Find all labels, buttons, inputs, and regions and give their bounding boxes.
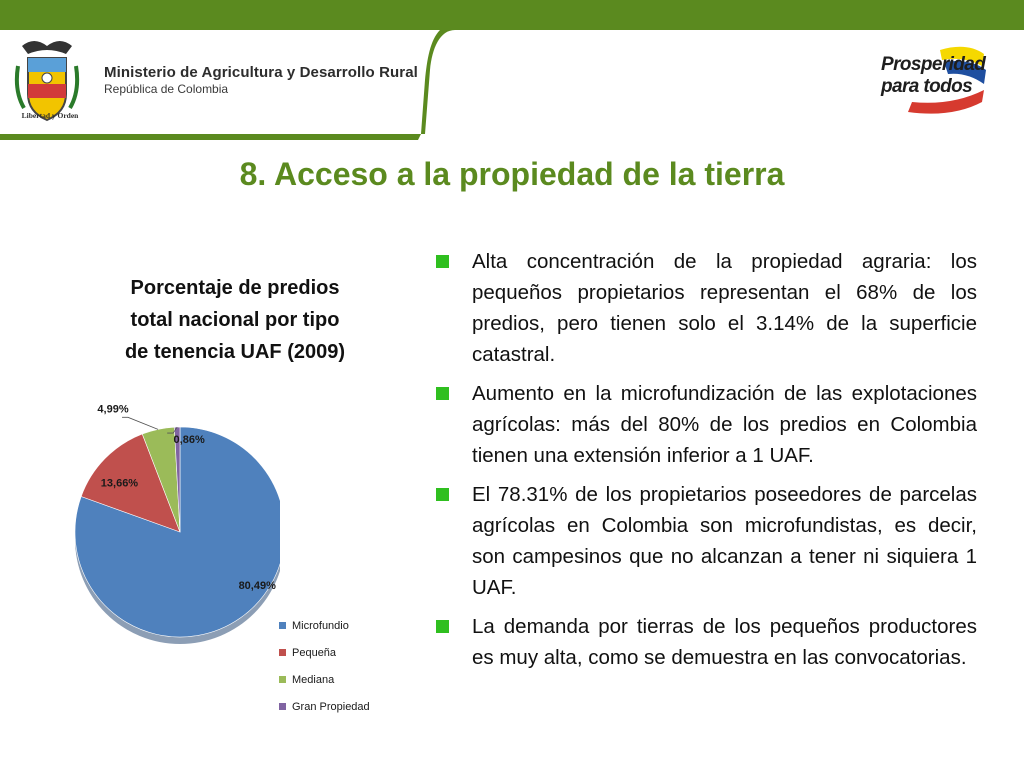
bullet-square-icon bbox=[436, 387, 449, 400]
bullet-list bbox=[436, 246, 977, 681]
data-label-leader-line bbox=[122, 417, 158, 429]
slide-title: 8. Acceso a la propiedad de la tierra bbox=[239, 156, 785, 192]
bullet-item bbox=[436, 611, 977, 673]
legend-item-microfundio bbox=[279, 612, 370, 639]
legend-swatch bbox=[279, 622, 286, 629]
chart-legend bbox=[279, 612, 370, 720]
bullet-square-icon bbox=[436, 488, 449, 501]
legend-label: Mediana bbox=[292, 673, 335, 686]
chart-title-line-1: Porcentaje de predios bbox=[130, 277, 340, 299]
bullet-text: La demanda por tierras de los pequeños productores es muy alta, como se demuestra en las convocatorias. bbox=[472, 615, 977, 669]
bullet-item bbox=[436, 378, 977, 471]
bullet-item bbox=[436, 246, 977, 370]
legend-swatch bbox=[279, 676, 286, 683]
ministry-subtitle: República de Colombia bbox=[104, 82, 229, 96]
chart-title-line-3: de tenencia UAF (2009) bbox=[124, 341, 346, 363]
legend-item-pequena bbox=[279, 639, 370, 666]
legend-item-mediana bbox=[279, 666, 370, 693]
bullet-text: Aumento en la microfundización de las explotaciones agrícolas: más del 80% de los predios en Colombia tienen una extensión inferior a 1 UAF. bbox=[472, 382, 977, 467]
legend-swatch bbox=[279, 649, 286, 656]
logo-line1: Prosperidad bbox=[881, 54, 986, 75]
legend-label: Gran Propiedad bbox=[292, 700, 370, 713]
bullet-item bbox=[436, 479, 977, 603]
motto: Libertad y Orden bbox=[21, 111, 79, 120]
bullet-text: El 78.31% de los propietarios poseedores de parcelas agrícolas en Colombia son microfundistas, es decir, son campesinos que no alcanzan a tener ni siquiera 1 UAF. bbox=[472, 483, 977, 599]
legend-swatch bbox=[279, 703, 286, 710]
chart-title bbox=[100, 272, 370, 368]
data-label-gran-propiedad: 0,86% bbox=[173, 434, 205, 447]
ministry-block bbox=[104, 64, 418, 96]
prosperidad-logo bbox=[872, 40, 992, 120]
logo-line2: para todos bbox=[881, 76, 973, 97]
bullet-square-icon bbox=[436, 620, 449, 633]
legend-label: Pequeña bbox=[292, 646, 337, 659]
legend-item-gran-propiedad bbox=[279, 693, 370, 720]
pie-chart bbox=[60, 380, 280, 650]
bullet-text: Alta concentración de la propiedad agraria: los pequeños propietarios representan el 68% de los predios, pero tienen solo el 3.14% de la superficie catastral. bbox=[472, 250, 977, 366]
bullet-square-icon bbox=[436, 255, 449, 268]
ministry-title: Ministerio de Agricultura y Desarrollo Rural bbox=[104, 64, 418, 81]
data-label-mediana: 4,99% bbox=[97, 403, 129, 416]
header-banner bbox=[0, 0, 1024, 140]
legend-label: Microfundio bbox=[292, 619, 349, 632]
chart-title-line-2: total nacional por tipo bbox=[130, 309, 340, 331]
data-label-microfundio: 80,49% bbox=[238, 580, 276, 593]
data-label-pequena: 13,66% bbox=[100, 477, 139, 490]
